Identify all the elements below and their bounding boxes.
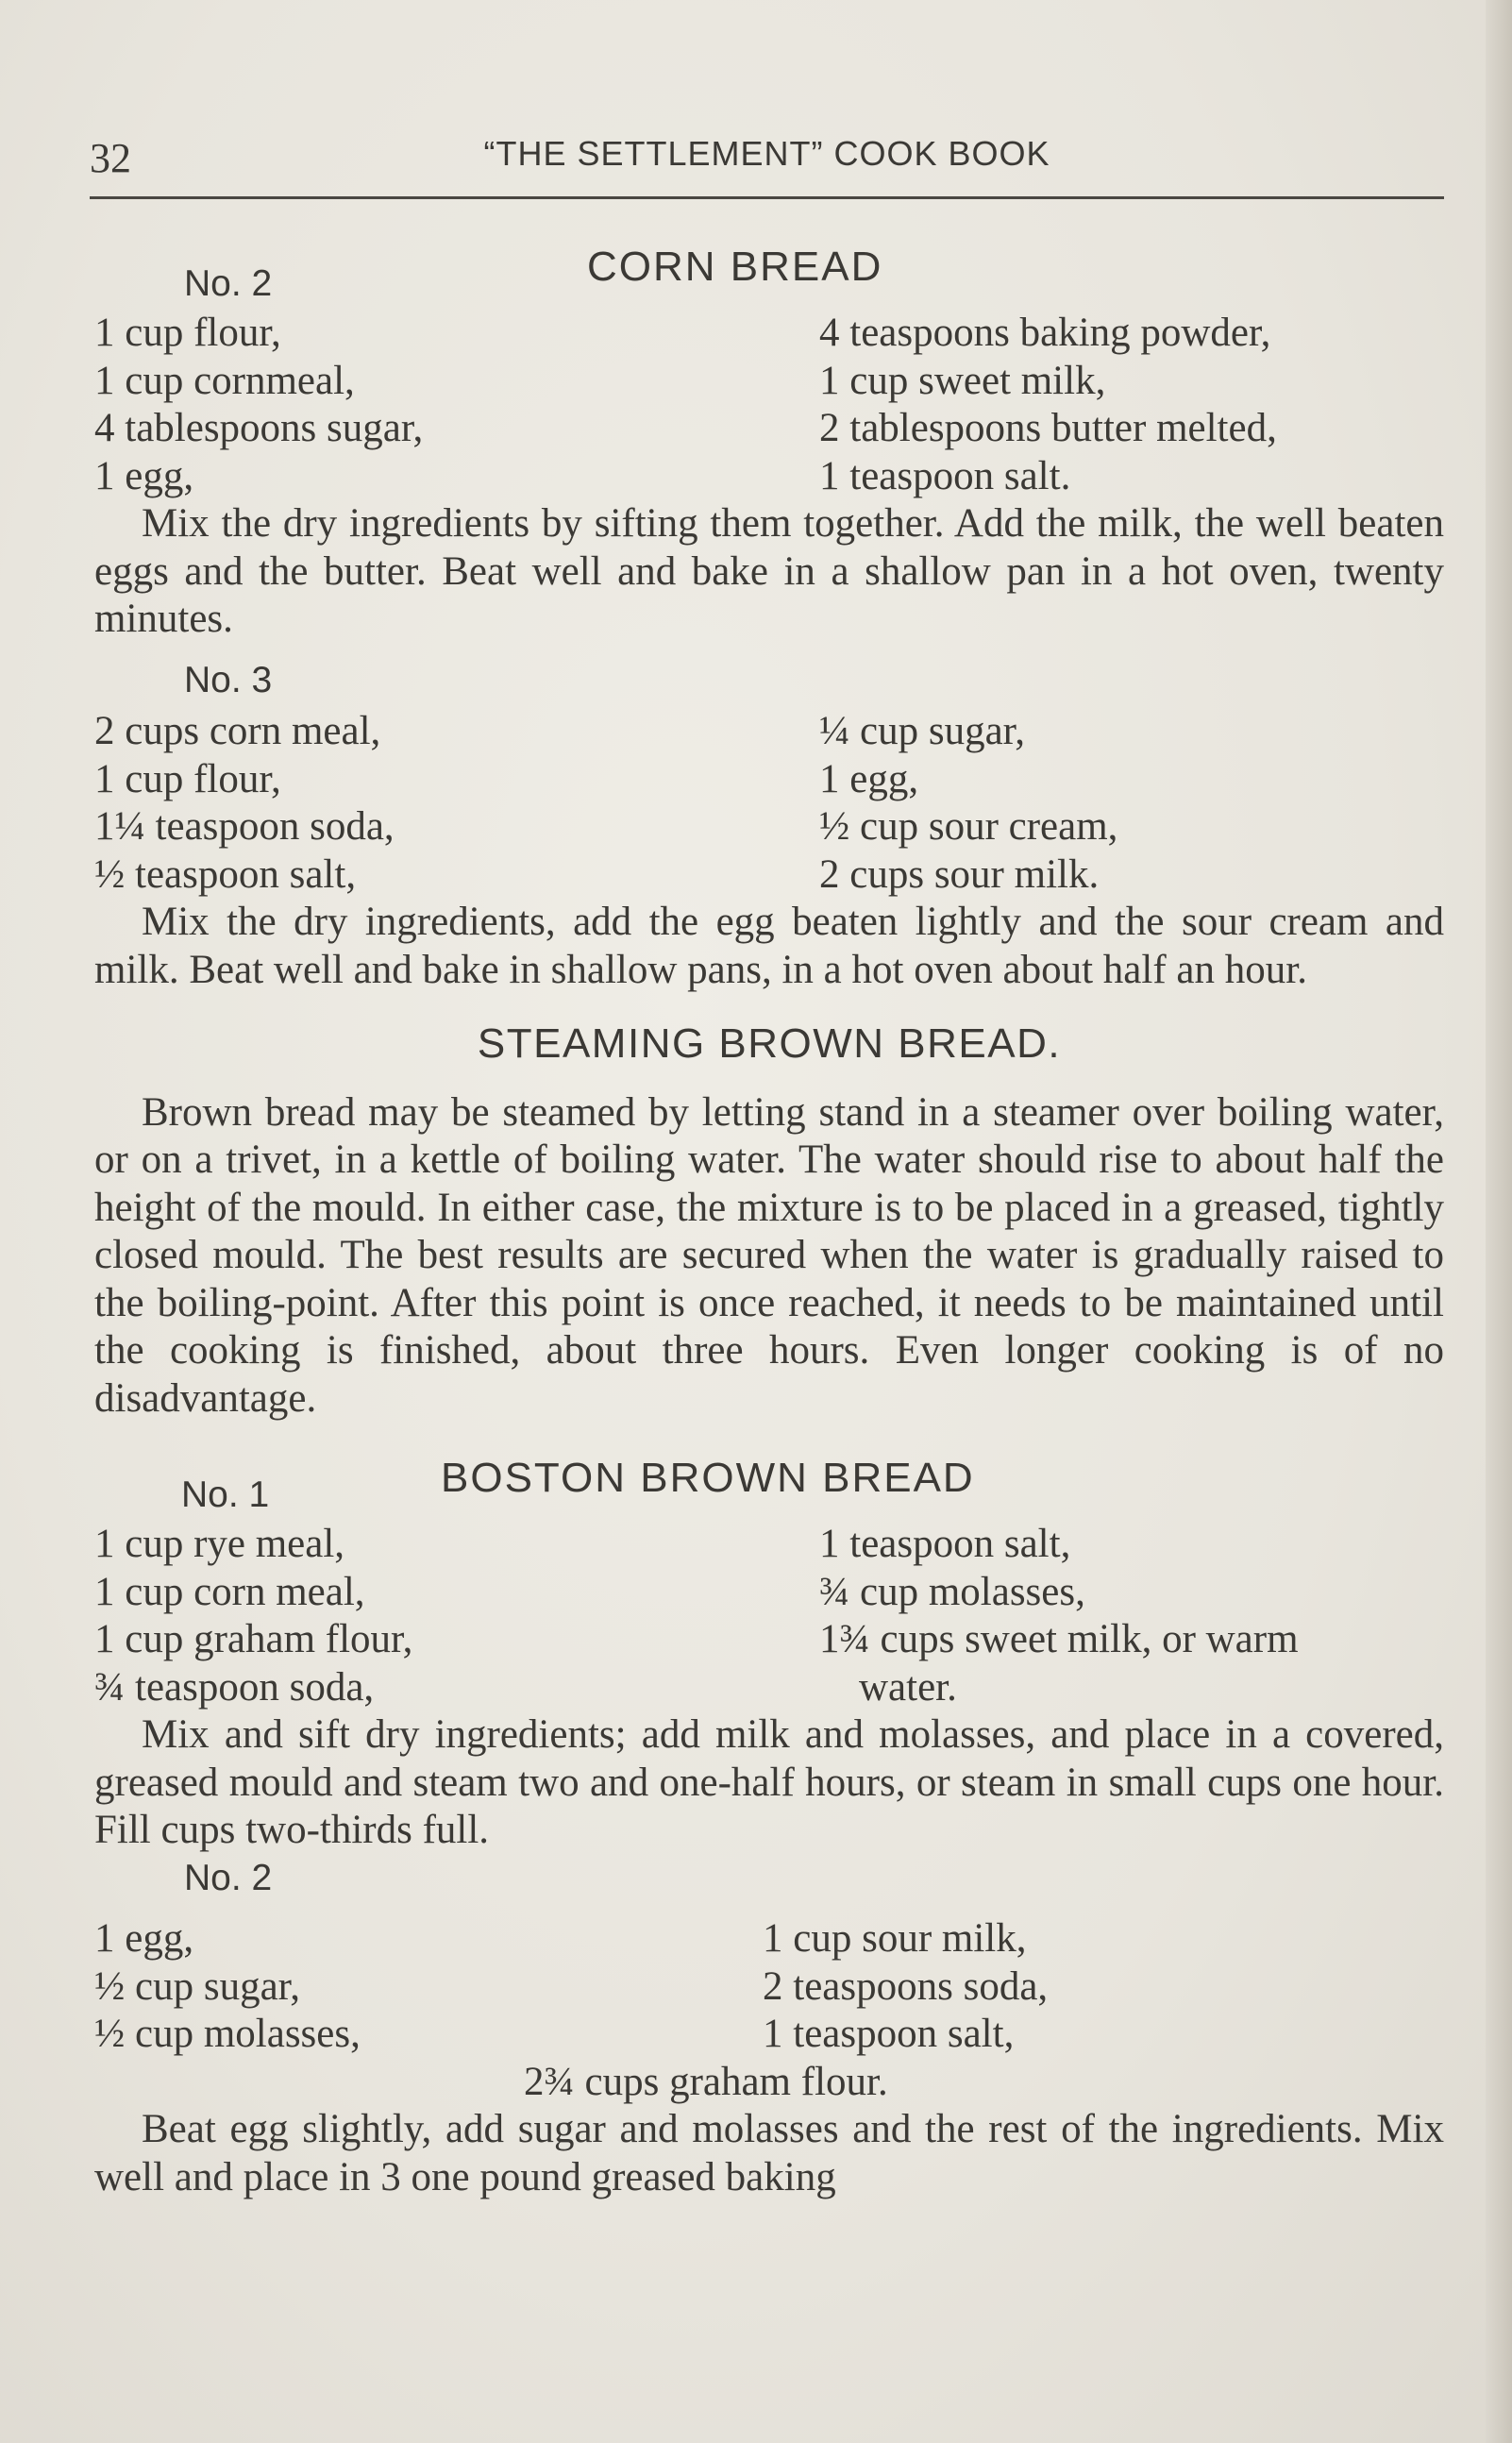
ingredient: 4 tablespoons sugar, — [94, 406, 424, 450]
running-title: “THE SETTLEMENT” COOK BOOK — [483, 134, 1050, 173]
directions: Mix the dry ingredients by sifting them together. Add the milk, the well beaten eggs and the butter. Beat well and bake in a shallow pan in a hot oven, twenty minutes. — [94, 501, 1444, 641]
ingredient: 1 cup flour, — [94, 756, 281, 801]
ingredient: ½ teaspoon salt, — [94, 851, 357, 897]
recipe-number: No. 1 — [181, 1474, 270, 1515]
ingredient: 2¾ cups graham flour. — [524, 2059, 888, 2104]
page-header — [90, 134, 1444, 191]
ingredient: 1 cup sour milk, — [763, 1916, 1027, 1961]
ingredient: 1¾ cups sweet milk, or warm — [819, 1617, 1299, 1661]
directions: Beat egg slightly, add sugar and molasses and the rest of the ingredients. Mix well and place in 3 one pound greased baking — [94, 2107, 1444, 2199]
ingredient: ¾ cup molasses, — [819, 1569, 1085, 1614]
ingredient: 1 egg, — [94, 453, 194, 498]
ingredient: ½ cup sour cream, — [819, 804, 1118, 849]
ingredient: 1 teaspoon salt, — [819, 1522, 1071, 1566]
ingredient: 2 cups corn meal, — [94, 709, 381, 753]
page-edge — [1486, 0, 1512, 2443]
ingredient: ½ cup sugar, — [94, 1963, 301, 2009]
boston-brown-bread-heading — [94, 1455, 1444, 1517]
recipe-number: No. 3 — [184, 659, 273, 700]
header-rule — [90, 196, 1444, 199]
ingredient-list — [94, 1521, 1444, 1711]
directions: Mix the dry ingredients, add the egg beaten lightly and the sour cream and milk. Beat well and bake in shallow pans, in a hot oven about half an hour. — [94, 900, 1444, 992]
ingredient: 1 cup cornmeal, — [94, 358, 355, 403]
ingredient: ½ cup molasses, — [94, 2012, 361, 2056]
recipe-number: No. 2 — [184, 263, 273, 304]
ingredient: 1 egg, — [94, 1916, 194, 1961]
recipe-title: CORN BREAD — [587, 244, 883, 290]
ingredient: ¼ cup sugar, — [819, 709, 1026, 753]
ingredient: 1 cup corn meal, — [94, 1569, 365, 1614]
ingredient: 2 cups sour milk. — [819, 851, 1100, 897]
ingredient: 1 teaspoon salt. — [819, 453, 1071, 498]
section-title: STEAMING BROWN BREAD. — [477, 1020, 1062, 1067]
ingredient: 1 cup graham flour, — [94, 1617, 413, 1661]
ingredient: 1¼ teaspoon soda, — [94, 804, 395, 849]
ingredient-list — [94, 708, 1444, 899]
ingredient: 1 cup flour, — [94, 311, 281, 355]
recipe-number: No. 2 — [184, 1857, 273, 1898]
page-number: 32 — [90, 135, 131, 181]
ingredient: 2 teaspoons soda, — [763, 1963, 1049, 2009]
steaming-instructions: Brown bread may be steamed by letting stand in a steamer over boiling water, or on a trivet, in a kettle of boiling water. The water should rise to about half the height of the mould. In either case, the mixture is to be placed in a greased, tightly closed mould. The best results are secured when the water is gradually raised to the boiling-point. After this point is once reached, it needs to be maintained until the cooking is finished, about three hours. Even longer cooking is of no disadvantage. — [94, 1089, 1444, 1421]
corn-bread-heading — [94, 244, 1444, 306]
ingredient-list — [94, 310, 1444, 500]
ingredient-list — [94, 1915, 1444, 2059]
page-body — [94, 244, 1444, 2201]
ingredient: 1 teaspoon salt, — [763, 2012, 1015, 2056]
ingredient: 1 cup sweet milk, — [819, 358, 1106, 403]
ingredient: 1 cup rye meal, — [94, 1522, 345, 1566]
ingredient: water. — [859, 1664, 957, 1710]
recipe-title: BOSTON BROWN BREAD — [441, 1455, 975, 1501]
ingredient: 2 tablespoons butter melted, — [819, 406, 1277, 450]
ingredient: 4 teaspoons baking powder, — [819, 311, 1271, 355]
ingredient: ¾ teaspoon soda, — [94, 1664, 375, 1710]
directions: Mix and sift dry ingredients; add milk and molasses, and place in a covered, greased mould and steam two and one-half hours, or steam in small cups one hour. Fill cups two-thirds full. — [94, 1712, 1444, 1852]
ingredient: 1 egg, — [819, 756, 919, 801]
